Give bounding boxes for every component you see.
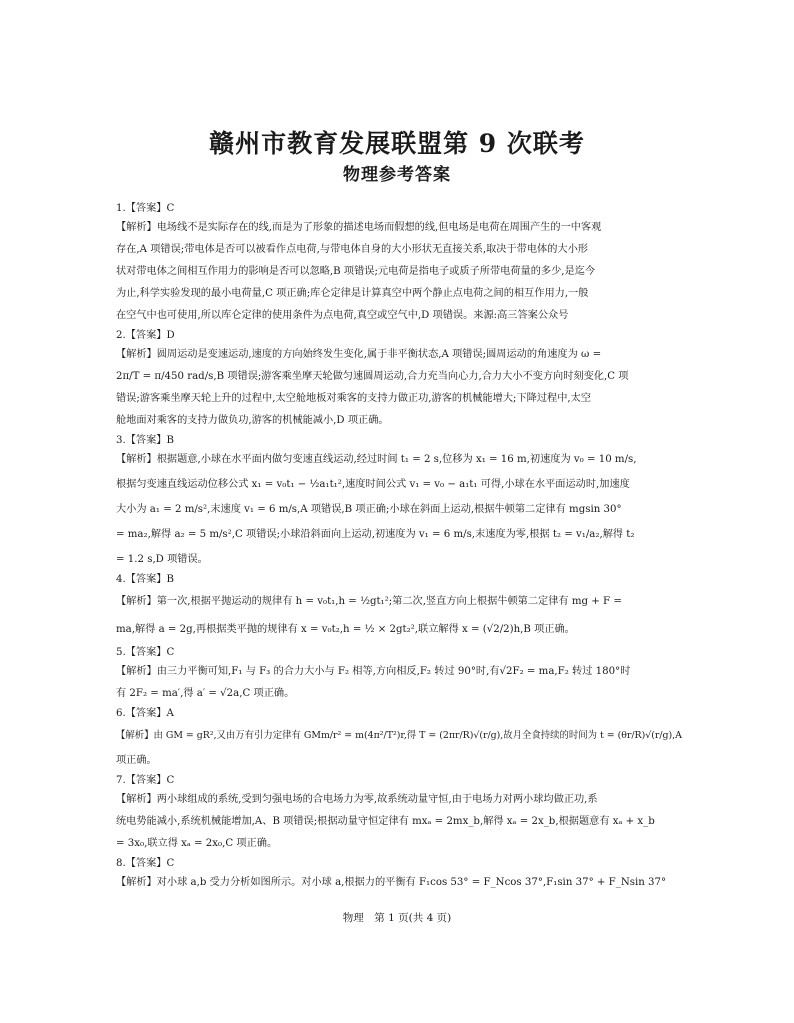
question-1 [116, 200, 682, 327]
question-7 [116, 772, 682, 855]
answers-body [116, 200, 682, 894]
explanation-line: 存在,A 项错误;带电体是否可以被看作点电荷,与带电体自身的大小形状无直接关系,取决于带电体的大小形 [116, 244, 588, 255]
explanation-line: ma,解得 a = 2g,再根据类平抛的规律有 x = v₀t₂,h = ½ × 2gt₂²,联立解得 x = (√2/2)h,B 项正确。 [116, 624, 575, 635]
explanation-line: 有 2F₂ = ma′,得 a′ = √2a,C 项正确。 [116, 688, 295, 699]
explanation-line: = 1.2 s,D 项错误。 [116, 554, 208, 565]
question-6 [116, 705, 682, 772]
explanation-line: 【解析】根据题意,小球在水平面内做匀变速直线运动,经过时间 t₁ = 2 s,位移为 x₁ = 16 m,初速度为 v₀ = 10 m/s, [116, 454, 637, 465]
answer-line: 4.【答案】B [116, 574, 174, 585]
answer-line: 7.【答案】C [116, 775, 175, 786]
page-subtitle: 物理参考答案 [343, 165, 451, 185]
explanation-line: 错误;游客乘坐摩天轮上升的过程中,太空舱地板对乘客的支持力做正功,游客的机械能增大;下降过程中,太空 [116, 393, 592, 404]
question-4 [116, 571, 682, 644]
explanation-line: 为止,科学实验发现的最小电荷量,C 项正确;库仑定律是计算真空中两个静止点电荷之间的相互作用力,一般 [116, 288, 589, 299]
explanation-line: = 3x₀,联立得 xₐ = 2x₀,C 项正确。 [116, 838, 278, 849]
explanation-line: 【解析】由 GM = gR²,又由万有引力定律有 GMm/r² = m(4π²/T²)r,得 T = (2πr/R)√(r/g),故月全食持续的时间为 t = (θr/R)√(r/g),A [116, 730, 682, 741]
explanation-line: 舱地面对乘客的支持力做负功,游客的机械能减小,D 项正确。 [116, 415, 389, 426]
answer-line: 8.【答案】C [116, 858, 175, 869]
explanation-line: 根据匀变速直线运动位移公式 x₁ = v₀t₁ − ½a₁t₁²,速度时间公式 v₁ = v₀ − a₁t₁ 可得,小球在水平面运动时,加速度 [116, 479, 630, 490]
question-8 [116, 855, 682, 894]
explanation-line: 【解析】两小球组成的系统,受到匀强电场的合电场力为零,故系统动量守恒,由于电场力对两小球均做正功,系 [116, 794, 598, 805]
explanation-line: 【解析】由三力平衡可知,F₁ 与 F₃ 的合力大小与 F₂ 相等,方向相反,F₂ 转过 90°时,有√2F₂ = ma,F₂ 转过 180°时 [116, 666, 631, 677]
answer-line: 1.【答案】C [116, 203, 175, 214]
answer-line: 3.【答案】B [116, 435, 174, 446]
explanation-line: 【解析】对小球 a,b 受力分析如图所示。对小球 a,根据力的平衡有 F₁cos 53° = F_Ncos 37°,F₁sin 37° + F_Nsin 37° [116, 877, 667, 888]
answer-line: 5.【答案】C [116, 647, 175, 658]
question-3 [116, 432, 682, 571]
page-title: 赣州市教育发展联盟第 9 次联考 [209, 129, 585, 158]
explanation-line: 【解析】第一次,根据平抛运动的规律有 h = v₀t₁,h = ½gt₁²;第二次,竖直方向上根据牛顿第二定律有 mg + F = [116, 596, 622, 607]
explanation-line: = ma₂,解得 a₂ = 5 m/s²,C 项错误;小球沿斜面向上运动,初速度为 v₁ = 6 m/s,末速度为零,根据 t₂ = v₁/a₂,解得 t₂ [116, 529, 635, 540]
explanation-line: 2π/T = π/450 rad/s,B 项错误;游客乘坐摩天轮做匀速圆周运动,合力充当向心力,合力大小不变方向时刻变化,C 项 [116, 371, 629, 382]
answer-line: 6.【答案】A [116, 708, 174, 719]
explanation-line: 统电势能减小,系统机械能增加,A、B 项错误;根据动量守恒定律有 mxₐ = 2mx_b,解得 xₐ = 2x_b,根据题意有 xₐ + x_b [116, 816, 655, 827]
question-5 [116, 644, 682, 705]
explanation-line: 项正确。 [116, 755, 157, 766]
page-footer: 物理 第 1 页(共 4 页) [342, 912, 452, 924]
explanation-line: 【解析】圆周运动是变速运动,速度的方向始终发生变化,属于非平衡状态,A 项错误;圆周运动的角速度为 ω = [116, 349, 602, 360]
answer-line: 2.【答案】D [116, 330, 175, 341]
explanation-line: 大小为 a₁ = 2 m/s²,末速度 v₁ = 6 m/s,A 项错误,B 项正确;小球在斜面上运动,根据牛顿第二定律有 mgsin 30° [116, 504, 622, 515]
question-2 [116, 327, 682, 432]
explanation-line: 在空气中也可使用,所以库仑定律的使用条件为点电荷,真空或空气中,D 项错误。来源:高三答案公众号 [116, 310, 569, 321]
explanation-line: 【解析】电场线不是实际存在的线,而是为了形象的描述电场而假想的线,但电场是电荷在周围产生的一中客观 [116, 222, 602, 233]
explanation-line: 状对带电体之间相互作用力的影响是否可以忽略,B 项错误;元电荷是指电子或质子所带电荷量的多少,是迄今 [116, 266, 596, 277]
